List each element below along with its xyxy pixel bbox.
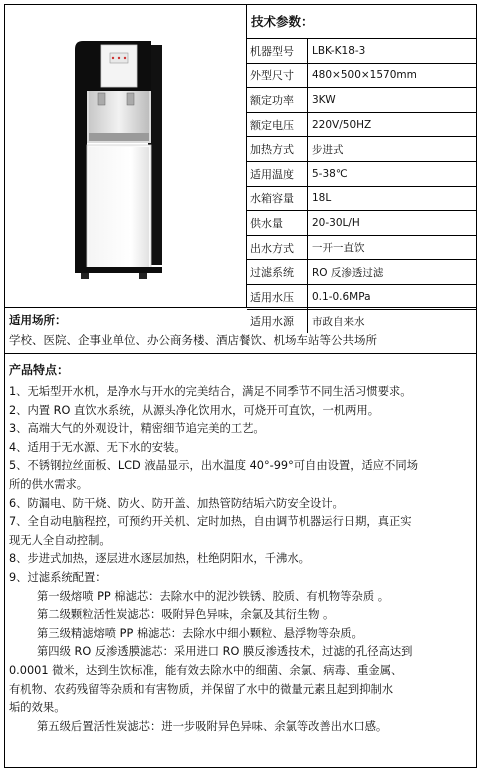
spec-row [247, 285, 476, 310]
spec-table [247, 5, 476, 329]
spec-key: 外型尺寸 [247, 64, 308, 88]
feature-line: 4、适用于无水源、无下水的安装。 [9, 440, 186, 454]
feature-line: 所的供水需求。 [9, 477, 89, 491]
spec-row [247, 260, 476, 285]
spec-key: 适用水源 [247, 310, 308, 334]
feature-line: 6、防漏电、防干烧、防火、防开盖、加热管防结垢六防安全设计。 [9, 496, 344, 510]
feature-line: 5、不锈钢拉丝面板、LCD 液晶显示，出水温度 40°-99°可自由设置，适应不同场 [9, 459, 418, 473]
spec-key: 出水方式 [247, 236, 308, 260]
spec-value: RO 反渗透过滤 [312, 266, 384, 279]
scope-title: 适用场所： [9, 313, 67, 327]
spec-row [247, 236, 476, 261]
spec-key: 供水量 [247, 211, 308, 235]
usage-scope [5, 308, 476, 354]
features-section [5, 355, 476, 767]
spec-key: 水箱容量 [247, 187, 308, 211]
spec-value: 步进式 [312, 143, 344, 156]
spec-row [247, 211, 476, 236]
feature-line: 8、步进式加热，逐层进水逐层加热，杜绝阴阳水，千沸水。 [9, 552, 310, 566]
filter-line: 第一级熔喷 PP 棉滤芯：去除水中的泥沙铁锈、胶质、有机物等杂质 。 [37, 589, 390, 603]
spec-value: 0.1-0.6MPa [312, 290, 371, 303]
filter-line: 第二级颗粒活性炭滤芯：吸附异色异味，余氯及其衍生物 。 [37, 608, 335, 622]
spec-value: 20-30L/H [312, 216, 360, 229]
spec-row [247, 162, 476, 187]
features-title: 产品特点： [9, 363, 70, 377]
feature-line: 9、过滤系统配置： [9, 570, 107, 584]
scope-text: 学校、医院、企事业单位、办公商务楼、酒店餐饮、机场车站等公共场所 [9, 333, 377, 347]
feature-line: 1、无垢型开水机，是净水与开水的完美结合，满足不同季节不同生活习惯要求。 [9, 385, 412, 398]
product-sheet [4, 4, 477, 768]
spec-key: 额定功率 [247, 88, 308, 112]
filter-line: 第三级精滤熔喷 PP 棉滤芯：去除水中细小颗粒、悬浮物等杂质。 [37, 626, 363, 640]
filter-line: 0.0001 微米，达到生饮标准，能有效去除水中的细菌、余氯、病毒、重金属、 [9, 663, 403, 677]
product-photo [5, 5, 247, 307]
spec-row [247, 187, 476, 212]
spec-row [247, 137, 476, 162]
spec-value: 3KW [312, 93, 336, 106]
feature-line: 7、全自动电脑程控，可预约开关机、定时加热，自由调节机器运行日期，真正实 [9, 515, 412, 529]
filter-line: 第四级 RO 反渗透膜滤芯：采用进口 RO 膜反渗透技术，过滤的孔径高达到 [37, 645, 413, 659]
spec-value: LBK-K18-3 [312, 44, 366, 57]
water-dispenser-image [5, 5, 246, 307]
spec-key: 加热方式 [247, 137, 308, 161]
spec-key: 过滤系统 [247, 260, 308, 284]
filter-line: 第五级后置活性炭滤芯：进一步吸附异色异味、余氯等改善出水口感。 [37, 719, 388, 733]
filter-line: 垢的效果。 [9, 701, 66, 715]
spec-key: 额定电压 [247, 113, 308, 137]
spec-row [247, 88, 476, 113]
spec-value: 一开一直饮 [312, 242, 365, 255]
feature-line: 2、内置 RO 直饮水系统，从源头净化饮用水，可烧开可直饮，一机两用。 [9, 403, 380, 417]
spec-row [247, 113, 476, 138]
spec-row [247, 39, 476, 64]
spec-key: 适用温度 [247, 162, 308, 186]
spec-key: 机器型号 [247, 39, 308, 63]
spec-value: 5-38℃ [312, 167, 348, 180]
spec-value: 220V/50HZ [312, 118, 372, 131]
spec-row [247, 64, 476, 89]
spec-value: 市政自来水 [312, 315, 365, 328]
spec-value: 480×500×1570mm [312, 69, 417, 82]
spec-key: 适用水压 [247, 285, 308, 309]
spec-value: 18L [312, 192, 332, 205]
feature-line: 3、高端大气的外观设计，精密细节追完美的工艺。 [9, 422, 265, 436]
feature-line: 现无人全自动控制。 [9, 533, 111, 547]
filter-line: 有机物、农药残留等杂质和有害物质，并保留了水中的微量元素且起到抑制水 [9, 682, 394, 696]
spec-title: 技术参数： [247, 5, 476, 39]
